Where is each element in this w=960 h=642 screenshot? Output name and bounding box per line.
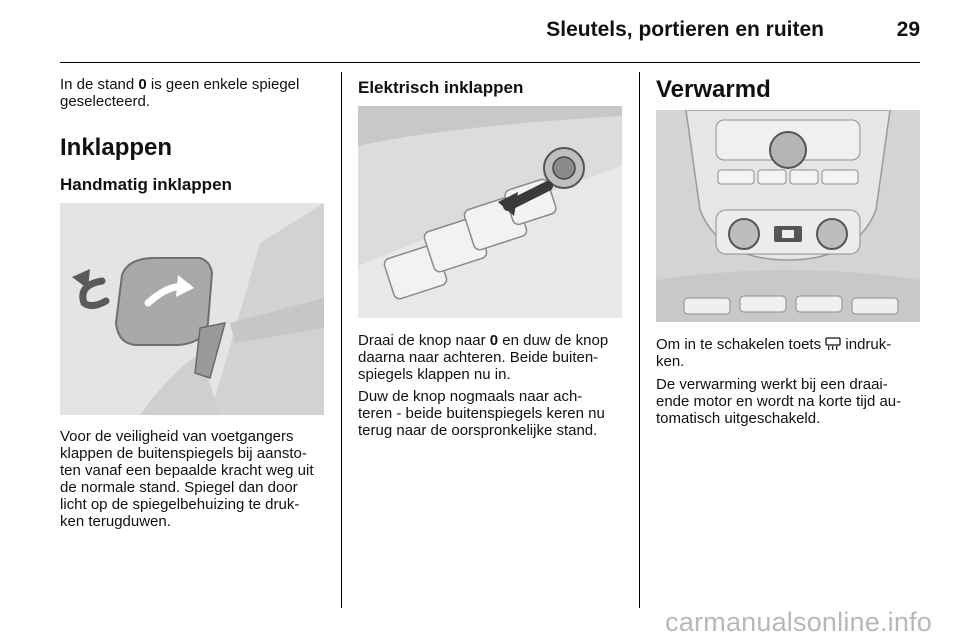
p2-line-1: Duw de knop nogmaals naar ach- — [358, 388, 583, 405]
section-heading-verwarmd: Verwarmd — [656, 76, 771, 103]
p1-line-1: Draai de knop naar 0 en duw de knop — [358, 332, 609, 349]
p1-line-2: daarna naar achteren. Beide buiten- — [358, 349, 599, 366]
body-line-1: Voor de veiligheid van voetgangers — [60, 428, 294, 445]
page-header — [60, 0, 920, 63]
body-line-3: ten vanaf een bepaalde kracht weg uit — [60, 462, 314, 479]
body-line-2: klappen de buitenspiegels bij aansto- — [60, 445, 307, 462]
body-line-5: licht op de spiegelbehuizing te druk- — [60, 496, 300, 513]
watermark: carmanualsonline.info — [665, 607, 932, 637]
page-number: 29 — [896, 18, 920, 41]
subheading-handmatig: Handmatig inklappen — [60, 175, 232, 194]
column-divider-2 — [639, 72, 640, 608]
subheading-elektrisch: Elektrisch inklappen — [358, 78, 524, 97]
p1-line-3: spiegels klappen nu in. — [358, 366, 511, 383]
p2-line-2: ende motor en wordt na korte tijd au- — [656, 393, 902, 410]
p2-line-2: teren - beide buitenspiegels keren nu — [358, 405, 605, 422]
p2-line-3: terug naar de oorspronkelijke stand. — [358, 422, 598, 439]
center-console-illustration — [656, 110, 920, 322]
body-line-4: de normale stand. Spiegel dan door — [60, 479, 298, 496]
mirror-fold-illustration — [60, 203, 324, 415]
section-heading-inklappen: Inklappen — [60, 134, 173, 161]
header-title: Sleutels, portieren en ruiten — [546, 18, 824, 41]
p1-line-1: Om in te schakelen toets indruk- — [656, 336, 924, 356]
intro-line-2: geselecteerd. — [60, 93, 151, 110]
p1-line-2: ken. — [656, 353, 685, 370]
mirror-switch-illustration — [358, 106, 622, 318]
body-line-6: ken terugduwen. — [60, 513, 171, 530]
p2-line-3: tomatisch uitgeschakeld. — [656, 410, 821, 427]
column-divider-1 — [341, 72, 342, 608]
intro-line-1: In de stand 0 is geen enkele spiegel — [60, 76, 300, 93]
p2-line-1: De verwarming werkt bij een draai- — [656, 376, 888, 393]
